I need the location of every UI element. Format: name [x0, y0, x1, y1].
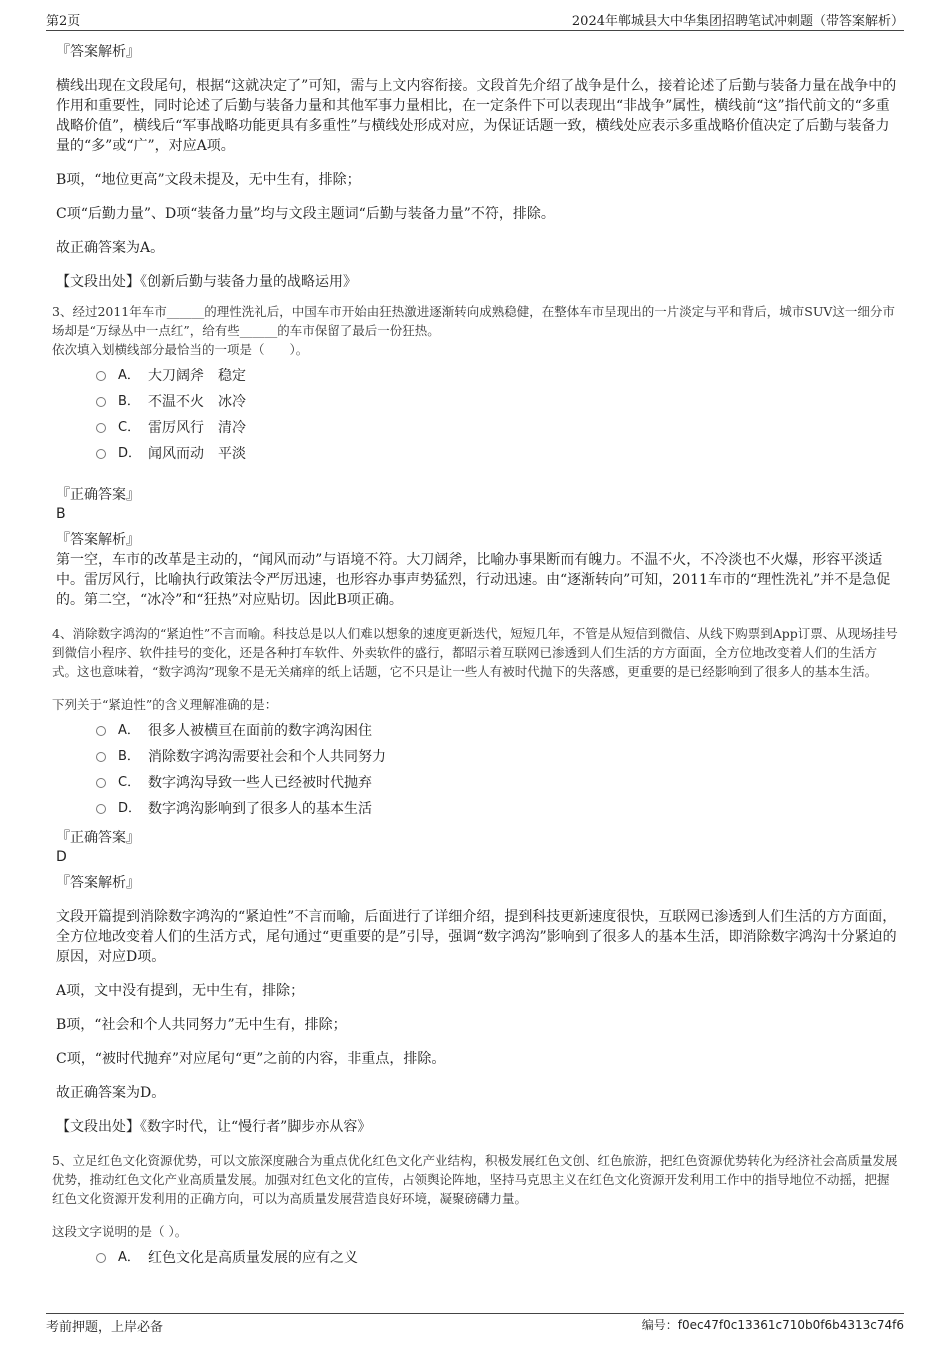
- question-stem: 4、消除数字鸿沟的“紧迫性”不言而喻。科技总是以人们难以想象的速度更新迭代，短短几年，不管是从短信到微信、从线下购票到App订票、从现场挂号到微信小程序、软件挂号的变化，还是各种打车软件、外卖软件的盛行，都昭示着互联网已渗透到人们生活的方方面面，全方位地改变着人们的生活方式。这也意味着，“数字鸿沟”现象不是无关痛痒的纸上话题，它不只是让一些人有被时代抛下的失落感，更重要的是已经影响到了很多人的基本生活。: [52, 626, 898, 679]
- source-citation: 【文段出处】《创新后勤与装备力量的战略运用》: [56, 274, 357, 290]
- option-text: 红色文化是高质量发展的应有之义: [148, 1250, 358, 1266]
- analysis-paragraph: A项，文中没有提到，无中生有，排除；: [56, 983, 305, 999]
- page-number: 第2页: [46, 14, 81, 29]
- question-prompt: 依次填入划横线部分最恰当的一项是（ ）。: [52, 342, 309, 357]
- option-letter: B．: [118, 394, 140, 409]
- option-list: [96, 363, 900, 467]
- question-stem: 5、立足红色文化资源优势，可以文旅深度融合为重点优化红色文化产业结构，积极发展红色文创、红色旅游，把红色资源优势转化为经济社会高质量发展优势，推动红色文化产业高质量发展。加强对红色文化的宣传，占领舆论阵地，坚持马克思主义在红色文化资源开发利用工作中的指导地位不动摇，把握红色文化资源开发利用的正确方向，可以为高质量发展营造良好环境，凝聚磅礴力量。: [52, 1153, 898, 1206]
- option-a[interactable]: [96, 363, 900, 389]
- option-c[interactable]: [96, 770, 900, 796]
- analysis-paragraph: B项，“地位更高”文段未提及，无中生有，排除；: [56, 172, 361, 188]
- option-b[interactable]: [96, 389, 900, 415]
- radio-icon[interactable]: [96, 423, 106, 433]
- option-list: [96, 1245, 900, 1271]
- option-a[interactable]: [96, 718, 900, 744]
- option-b[interactable]: [96, 744, 900, 770]
- option-letter: A．: [118, 723, 140, 738]
- page-footer: [46, 1313, 904, 1334]
- option-letter: D．: [118, 801, 142, 816]
- analysis-paragraph: C项，“被时代抛弃”对应尾句“更”之前的内容，非重点，排除。: [56, 1051, 446, 1067]
- document-code: 编号：f0ec47f0c13361c710b0f6b4313c74f6: [641, 1318, 904, 1332]
- radio-icon[interactable]: [96, 752, 106, 762]
- option-letter: A．: [118, 368, 140, 383]
- option-d[interactable]: [96, 441, 900, 467]
- option-text: 大刀阔斧 稳定: [148, 368, 246, 384]
- correct-answer-label: 『正确答案』: [56, 830, 140, 846]
- option-letter: B．: [118, 749, 140, 764]
- option-text: 闻风而动 平淡: [148, 446, 246, 462]
- analysis-paragraph: 第一空，车市的改革是主动的，“闻风而动”与语境不符。大刀阔斧，比喻办事果断而有魄力。不温不火，不冷淡也不火爆，形容平淡适中。雷厉风行，比喻执行政策法令严厉迅速，也形容办事声势猛烈，行动迅速。由“逐渐转向”可知，2011车市的“理性洗礼”并不是急促的。第二空，“冰冷”和“狂热”对应贴切。因此B项正确。: [56, 552, 891, 608]
- option-list: [96, 718, 900, 822]
- page-content: [52, 42, 900, 1271]
- correct-answer: B: [56, 506, 66, 522]
- option-text: 很多人被横亘在面前的数字鸿沟困住: [148, 723, 372, 739]
- analysis-paragraph: 故正确答案为A。: [56, 240, 165, 256]
- document-title: 2024年郸城县大中华集团招聘笔试冲刺题（带答案解析）: [571, 14, 904, 29]
- analysis-paragraph: B项，“社会和个人共同努力”无中生有，排除；: [56, 1017, 347, 1033]
- radio-icon[interactable]: [96, 1253, 106, 1263]
- analysis-label: 『答案解析』: [56, 44, 140, 60]
- analysis-paragraph: C项“后勤力量”、D项“装备力量”均与文段主题词“后勤与装备力量”不符，排除。: [56, 206, 555, 222]
- page-header: [46, 8, 904, 31]
- option-letter: D．: [118, 446, 142, 461]
- correct-answer: D: [56, 849, 67, 865]
- question-prompt: 这段文字说明的是（ ）。: [52, 1224, 188, 1239]
- radio-icon[interactable]: [96, 371, 106, 381]
- option-letter: C．: [118, 420, 141, 435]
- radio-icon[interactable]: [96, 778, 106, 788]
- footer-slogan: 考前押题，上岸必备: [46, 1320, 164, 1335]
- option-text: 不温不火 冰冷: [148, 394, 246, 410]
- source-citation: 【文段出处】《数字时代，让“慢行者”脚步亦从容》: [56, 1119, 372, 1135]
- option-text: 雷厉风行 清冷: [148, 420, 246, 436]
- analysis-paragraph: 故正确答案为D。: [56, 1085, 166, 1101]
- option-letter: A．: [118, 1250, 140, 1265]
- analysis-label: 『答案解析』: [56, 532, 140, 548]
- radio-icon[interactable]: [96, 726, 106, 736]
- option-text: 数字鸿沟影响到了很多人的基本生活: [148, 801, 372, 817]
- analysis-label: 『答案解析』: [56, 875, 140, 891]
- option-c[interactable]: [96, 415, 900, 441]
- radio-icon[interactable]: [96, 449, 106, 459]
- analysis-paragraph: 文段开篇提到消除数字鸿沟的“紧迫性”不言而喻，后面进行了详细介绍，提到科技更新速度很快，互联网已渗透到人们生活的方方面面，全方位地改变着人们的生活方式，尾句通过“更重要的是”引导，强调“数字鸿沟”影响到了很多人的基本生活，即消除数字鸿沟十分紧迫的原因，对应D项。: [56, 909, 897, 965]
- radio-icon[interactable]: [96, 397, 106, 407]
- option-d[interactable]: [96, 796, 900, 822]
- question-prompt: 下列关于“紧迫性”的含义理解准确的是：: [52, 697, 278, 712]
- option-letter: C．: [118, 775, 141, 790]
- correct-answer-label: 『正确答案』: [56, 487, 140, 503]
- analysis-paragraph: 横线出现在文段尾句，根据“这就决定了”可知，需与上文内容衔接。文段首先介绍了战争是什么，接着论述了后勤与装备力量在战争中的作用和重要性，同时论述了后勤与装备力量和其他军事力量相比，在一定条件下可以表现出“非战争”属性，横线前“这”指代前文的“多重战略价值”，横线后“军事战略功能更具有多重性”与横线处形成对应，为保证话题一致，横线处应表示多重战略价值决定了后勤与装备力量的“多”或“广”，对应A项。: [56, 78, 897, 154]
- option-text: 数字鸿沟导致一些人已经被时代抛弃: [148, 775, 372, 791]
- question-stem: 3、经过2011年车市______的理性洗礼后，中国车市开始由狂热激进逐渐转向成熟稳健，在整体车市呈现出的一片淡定与平和背后，城市SUV这一细分市场却是“万绿丛中一点红”，给有些______的车市保留了最后一份狂热。: [52, 304, 895, 338]
- option-text: 消除数字鸿沟需要社会和个人共同努力: [148, 749, 386, 765]
- option-a[interactable]: [96, 1245, 900, 1271]
- radio-icon[interactable]: [96, 804, 106, 814]
